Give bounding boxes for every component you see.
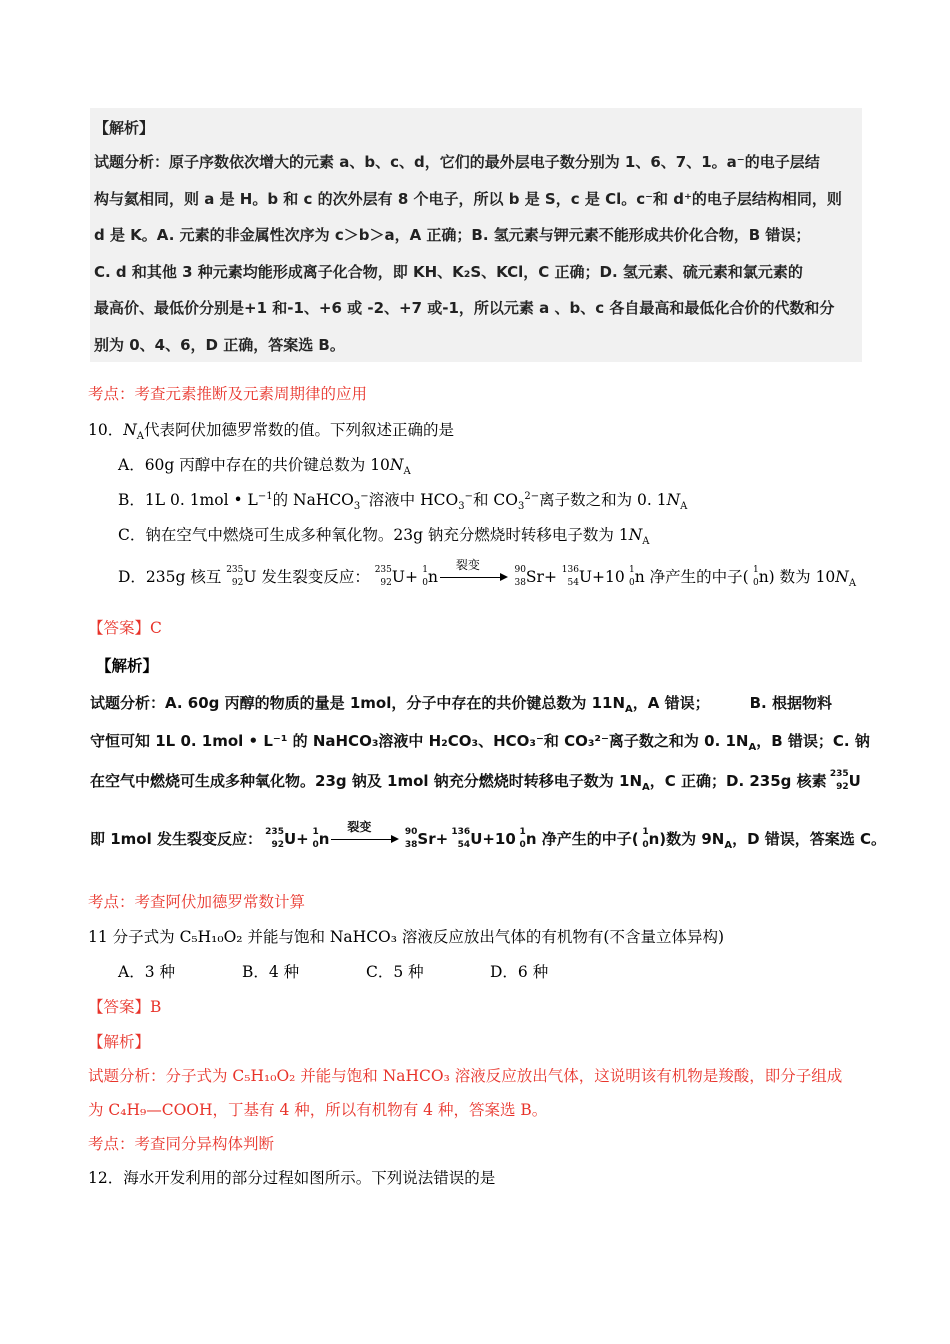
- q10-analysis-line-3-text: 在空气中燃烧可生成多种氧化物。23g 钠及 1mol 钠充分燃烧时转移电子数为 1N: [90, 772, 643, 790]
- q10-analysis-heading: 【解析】: [96, 657, 159, 675]
- q9-analysis-line-4: C. d 和其他 3 种元素均能形成离子化合物，即 KH、K₂S、KCl，C 正确；D. 氢元素、硫元素和氯元素的: [94, 262, 803, 281]
- q10-analysis-line-4-count: n)数为 9N: [648, 830, 725, 848]
- q10-option-b-text-3: 溶液中 HCO: [368, 491, 459, 509]
- q10-option-a-text: A．60g 丙醇中存在的共价键总数为 10: [118, 456, 390, 474]
- q10-option-d-text-2: U 发生裂变反应：: [243, 568, 370, 586]
- q10-option-b-sup: −1: [257, 490, 273, 502]
- na-symbol: N: [835, 568, 849, 586]
- q11-options: [118, 960, 614, 982]
- q10-option-d-text-1: D．235g 核互: [118, 568, 222, 586]
- q11-stem: 11 分子式为 C₅H₁₀O₂ 并能与饱和 NaHCO₃ 溶液反应放出气体的有机物有(不含量立体异构): [88, 928, 724, 946]
- q10-analysis-line-4: 即 1mol 发生裂变反应： 235 92 U+ 1 0 n 裂变 90 38 Sr+ 136 54 U+10 1 0 n 净产生的中子( 1 0 n)数为 $9N_A$，D 错误，答案选 C。: [90, 820, 886, 851]
- q10-number: 10．: [88, 421, 124, 439]
- q10-option-d-text-6: U+10: [578, 568, 625, 586]
- q10-option-b-text-2: 的 NaHCO: [272, 491, 354, 509]
- na-sub: A: [403, 466, 411, 478]
- q10-analysis-line-1-text: 试题分析：A. 60g 丙醇的物质的量是 1mol，分子中存在的共价键总数为 11N: [90, 694, 626, 712]
- q11-option-d: D．6 种: [490, 963, 549, 981]
- q9-analysis-scan: [90, 108, 862, 362]
- q10-analysis-line-2-text: 守恒可知 1L 0. 1mol • L⁻¹ 的 NaHCO₃溶液中 H₂CO₃、HCO₃⁻和 CO₃²⁻离子数之和为 0. 1N: [90, 732, 749, 750]
- q10-analysis-scan: [90, 684, 886, 860]
- q10-kaodian: 考点：考查阿伏加德罗常数计算: [88, 893, 306, 911]
- nuclide-neutron: 1 0: [752, 565, 759, 588]
- nuclide-xe136: 136 54: [451, 827, 471, 850]
- q11-kaodian: 考点：考查同分异构体判断: [88, 1135, 275, 1153]
- q10-analysis-line-3: 在空气中燃烧可生成多种氧化物。23g 钠及 1mol 钠充分燃烧时转移电子数为 $1N_A$，C 正确；D. 235g 核素 235 92 U: [90, 769, 861, 793]
- q12-stem: 12．海水开发利用的部分过程如图所示。下列说法错误的是: [88, 1169, 496, 1187]
- q10-analysis-line-1-tail: ，A 错误；: [632, 694, 710, 712]
- q10-option-d: [118, 558, 857, 590]
- nuclide-sr90: 90 38: [514, 565, 526, 588]
- q10-stem-text: 代表阿伏加德罗常数的值。下列叙述正确的是: [144, 421, 455, 439]
- q9-analysis-line-5: 最高价、最低价分别是+1 和-1、+6 或 -2、+7 或-1，所以元素 a 、b、c 各自最高和最低化合价的代数和分: [94, 299, 835, 317]
- q11-option-a: A．3 种: [118, 963, 175, 981]
- q10-option-c-text: C．钠在空气中燃烧可生成多种氧化物。23g 钠充分燃烧时转移电子数为 1: [118, 526, 629, 544]
- na-symbol: N: [628, 526, 643, 544]
- nuclide-u235: 235 92: [265, 827, 284, 850]
- q10-option-a: [118, 453, 411, 477]
- q11-analysis-line-2: 为 C₄H₉—COOH，丁基有 4 种，所以有机物有 4 种，答案选 B。: [88, 1101, 548, 1119]
- q10-analysis-line-4-text: 即 1mol 发生裂变反应：: [90, 830, 262, 848]
- q9-kaodian: 考点：考查元素推断及元素周期律的应用: [88, 385, 368, 403]
- q10-option-d-text-5: Sr+: [525, 568, 557, 586]
- na-sub: A: [848, 578, 857, 590]
- q11-answer: 【答案】B: [88, 998, 162, 1016]
- fission-arrow-label: 裂变: [455, 558, 480, 572]
- fission-arrow: [329, 820, 401, 846]
- fission-arrow-label: 裂变: [347, 820, 372, 834]
- q10-option-d-text-8: n) 数为 10: [758, 568, 836, 586]
- q10-analysis-line-2-tail: ，B 错误；C. 钠: [756, 732, 870, 750]
- q10-option-b: B．1L 0. 1mol • $L^{-1}$的 NaHCO$_3$−溶液中 $HCO_3^-$和 $CO_3^{2-}$离子数之和为 0. $1N_A$: [118, 490, 688, 513]
- q9-analysis-line-2: 构与氦相同，则 a 是 H。b 和 c 的次外层有 8 个电子，所以 b 是 S，c 是 Cl。c⁻和 d⁺的电子层结构相同，则: [94, 189, 842, 208]
- nuclide-neutron: 1 0: [422, 565, 428, 588]
- nuclide-u235: 235 92: [829, 769, 849, 792]
- q10-answer: 【答案】C: [88, 619, 162, 637]
- nuclide-neutron: 1 0: [519, 827, 526, 850]
- na-symbol: N: [389, 456, 404, 474]
- na-sub: A: [642, 536, 650, 548]
- nuclide-u235: 235 92: [226, 565, 244, 588]
- q10-analysis-line-1-b: B. 根据物料: [749, 694, 832, 712]
- q10-analysis-line-3-tail: ，C 正确；D. 235g 核素: [649, 772, 827, 790]
- nuclide-u235: 235 92: [374, 565, 392, 588]
- q10-analysis-line-1: 试题分析：A. 60g 丙醇的物质的量是 1mol，分子中存在的共价键总数为 $11N_A$，A 错误； B. 根据物料: [90, 694, 832, 715]
- na-symbol: N: [123, 421, 137, 439]
- q10-option-d-text-4: n: [427, 568, 438, 586]
- nuclide-neutron: 1 0: [642, 827, 649, 850]
- q9-analysis-line-6: 别为 0、4、6，D 正确，答案选 B。: [94, 335, 345, 354]
- nuclide-xe136: 136 54: [561, 565, 579, 588]
- q9-analysis-line-1: 试题分析：原子序数依次增大的元素 a、b、c、d，它们的最外层电子数分别为 1、6、7、1。a⁻的电子层结: [94, 153, 820, 171]
- fission-arrow: [438, 558, 510, 584]
- q10-option-b-text-4: 和 CO: [472, 491, 518, 509]
- q10-analysis-line-4-mid: 净产生的中子(: [541, 830, 639, 848]
- q10-analysis-line-4-tail: ，D 错误，答案选 C。: [732, 830, 886, 848]
- q11-analysis-heading: 【解析】: [88, 1033, 151, 1051]
- q10-option-d-text-7: n 净产生的中子(: [634, 568, 749, 586]
- q10-option-b-text-5: 离子数之和为 0. 1: [539, 491, 667, 509]
- q9-analysis-heading: 【解析】: [94, 119, 155, 137]
- q10-option-b-text-1: B．1L 0. 1mol • L: [118, 491, 258, 509]
- nuclide-neutron: 1 0: [312, 827, 319, 850]
- q10-analysis-line-2: 守恒可知 1L 0. 1mol • L⁻¹ 的 NaHCO₃溶液中 H₂CO₃、HCO₃⁻和 CO₃²⁻离子数之和为 0. $1N_A$，B 错误；C. 钠: [90, 732, 870, 753]
- q10-option-c: [118, 523, 650, 547]
- na-sub: A: [136, 431, 145, 443]
- nuclide-sr90: 90 38: [404, 827, 418, 850]
- q11-option-c: C．5 种: [366, 963, 424, 981]
- q9-analysis-line-3: d 是 K。A. 元素的非金属性次序为 c＞b＞a，A 正确；B. 氢元素与钾元素不能形成共价化合物，B 错误；: [94, 226, 811, 244]
- na-symbol: N: [666, 491, 681, 509]
- nuclide-neutron: 1 0: [628, 565, 635, 588]
- na-sub: A: [680, 501, 688, 513]
- q10-option-d-text-3: U+: [391, 568, 418, 586]
- q10-stem: [88, 418, 454, 442]
- q11-analysis-line-1: 试题分析：分子式为 C₅H₁₀O₂ 并能与饱和 NaHCO₃ 溶液反应放出气体，这说明该有机物是羧酸，即分子组成: [88, 1067, 843, 1085]
- q11-option-b: B．4 种: [242, 963, 300, 981]
